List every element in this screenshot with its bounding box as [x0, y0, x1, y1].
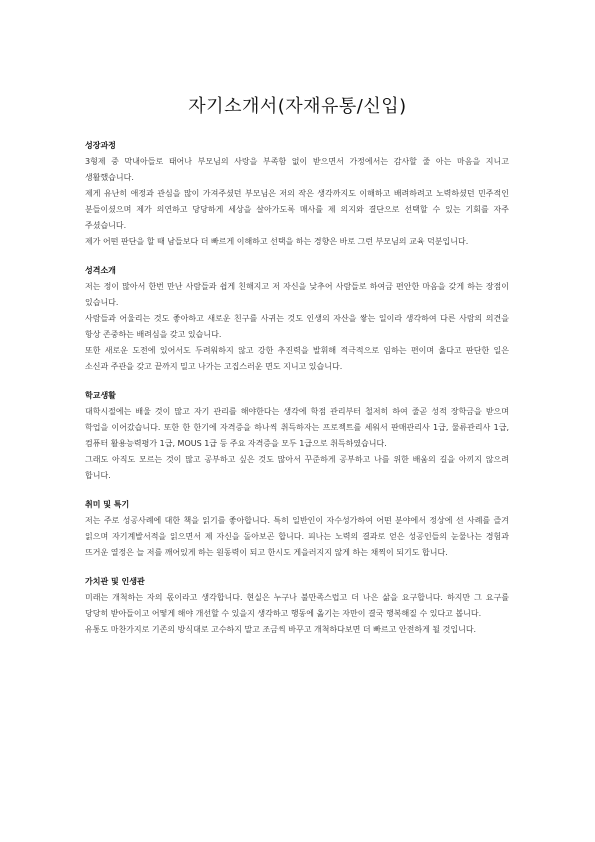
section-school-life	[85, 389, 509, 484]
paragraph: 그래도 아직도 모르는 것이 많고 공부하고 싶은 것도 많아서 꾸준하게 공부하고 나를 위한 배움의 길을 아끼지 않으려 합니다.	[85, 455, 509, 480]
section-growth	[85, 139, 509, 250]
paragraph: 저는 정이 많아서 한번 만난 사람들과 쉽게 친해지고 저 자신을 낮추어 사람들로 하여금 편안한 마음을 갖게 하는 장점이 있습니다.	[85, 282, 509, 307]
paragraph: 저는 주로 성공사례에 대한 책을 읽기를 좋아합니다. 특히 일반인이 자수성가하여 어떤 분야에서 정상에 선 사례를 즐겨 읽으며 자기계발서적을 읽으면서 제 자신을 돌아보곤 합니다. 피나는 노력의 결과로 얻은 성공인들의 눈물나는 경험과 뜨거운 열정은 늘 저를 깨어있게 하는 원동력이 되고 한시도 게을러지지 않게 하는 채찍이 되기도 합니다.	[85, 516, 509, 557]
paragraph: 또한 새로운 도전에 있어서도 두려워하지 않고 강한 추진력을 발휘해 적극적으로 임하는 편이며 옳다고 판단한 일은 소신과 주관을 갖고 끝까지 밀고 나가는 고집스러운 면도 지니고 있습니다.	[85, 346, 509, 371]
section-heading: 가치관 및 인생관	[85, 577, 145, 586]
paragraph: 제가 어떤 판단을 할 때 남들보다 더 빠르게 이해하고 선택을 하는 경향은 바로 그런 부모님의 교육 덕분입니다.	[85, 237, 469, 246]
section-heading: 학교생활	[85, 391, 116, 400]
section-hobbies	[85, 498, 509, 561]
section-heading: 취미 및 특기	[85, 500, 130, 509]
paragraph: 사람들과 어울리는 것도 좋아하고 새로운 친구를 사귀는 것도 인생의 자산을 쌓는 일이라 생각하여 다른 사람의 의견을 항상 존중하는 배려심을 갖고 있습니다.	[85, 314, 509, 339]
paragraph: 3형제 중 막내아들로 태어나 부모님의 사랑을 부족함 없이 받으면서 가정에서는 감사할 줄 아는 마음을 지니고 생활했습니다.	[85, 157, 509, 182]
paragraph: 유통도 마찬가지로 기존의 방식대로 고수하지 말고 조금씩 바꾸고 개척하다보면 더 빠르고 안전하게 될 것입니다.	[85, 625, 477, 634]
paragraph: 미래는 개척하는 자의 몫이라고 생각합니다. 현실은 누구나 불만족스럽고 더 나은 삶을 요구합니다. 하지만 그 요구를 당당히 받아들이고 어떻게 해야 개선할 수 있을지 생각하고 행동에 옮기는 자만이 결국 행복해질 수 있다고 봅니다.	[85, 593, 509, 618]
paragraph: 대학시절에는 배울 것이 많고 자기 관리를 해야한다는 생각에 학점 관리부터 철저히 하여 줄곧 성적 장학금을 받으며 학업을 이어갔습니다. 또한 한 한기에 자격증을 하나씩 취득하자는 프로젝트를 세워서 판매관리사 1급, 물류관리사 1급, 컴퓨터 활용능력평가 1급, MOUS 1급 등 주요 자격증을 모두 1급으로 취득하였습니다.	[85, 407, 509, 448]
section-heading: 성장과정	[85, 141, 116, 150]
document-title: 자기소개서(자재유통/신입)	[188, 96, 407, 117]
section-values	[85, 575, 509, 638]
document-body	[85, 139, 509, 652]
section-personality	[85, 264, 509, 375]
paragraph: 제게 유난히 애정과 관심을 많이 가져주셨던 부모님은 저의 작은 생각까지도 이해하고 배려하려고 노력하셨던 민주적인 분들이셨으며 제가 의연하고 당당하게 세상을 살아가도록 매사를 제 의지와 결단으로 선택할 수 있는 기회를 자주 주셨습니다.	[85, 189, 509, 230]
section-heading: 성격소개	[85, 266, 116, 275]
